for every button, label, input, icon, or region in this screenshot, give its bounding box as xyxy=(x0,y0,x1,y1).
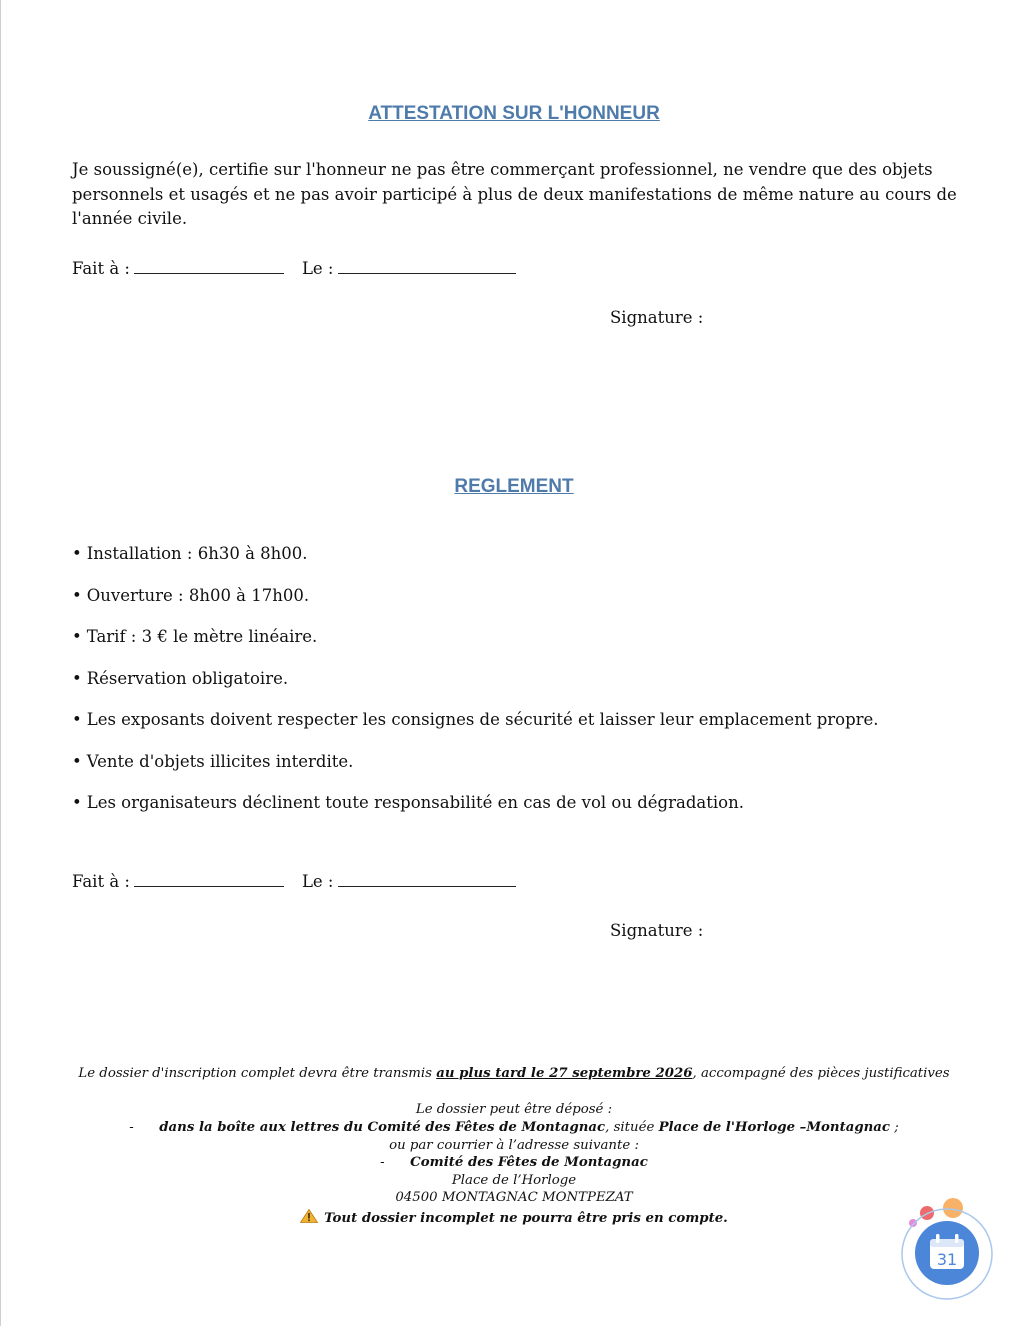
list-item: • Les exposants doivent respecter les consignes de sécurité et laisser leur emplacement propre. xyxy=(72,710,879,729)
bullet-icon: • xyxy=(72,793,82,812)
rules-list xyxy=(72,541,879,832)
fait-a-label: Fait à : xyxy=(72,872,130,891)
warning-line: Tout dossier incomplet ne pourra être pris en compte. xyxy=(0,1209,1020,1226)
place-blank-field[interactable] xyxy=(134,885,284,887)
mail-intro: ou par courrier à l’adresse suivante : xyxy=(389,1138,639,1153)
reglement-place-date-line xyxy=(72,872,516,891)
list-item: • Réservation obligatoire. xyxy=(72,668,289,688)
organisation-name: - Comité des Fêtes de Montagnac xyxy=(380,1155,648,1170)
bullet-icon: • xyxy=(72,627,82,646)
calendar-icon xyxy=(900,1195,1000,1305)
attestation-title: ATTESTATION SUR L'HONNEUR xyxy=(368,103,660,124)
list-item: • Tarif : 3 € le mètre linéaire. xyxy=(72,627,318,646)
calendar-widget[interactable] xyxy=(900,1195,1000,1305)
attestation-text: Je soussigné(e), certifie sur l'honneur ne pas être commerçant professionnel, ne vendre que des objets personnels et usagés et ne pas avoir participé à plus de deux manifestations de même nature au cours de l'année civile. xyxy=(72,160,957,228)
deposit-intro: Le dossier peut être déposé : xyxy=(415,1102,613,1117)
bullet-icon: • xyxy=(72,544,82,563)
address-line-2: 04500 MONTAGNAC MONTPEZAT xyxy=(395,1190,633,1205)
list-item: • Installation : 6h30 à 8h00. xyxy=(72,544,308,563)
deadline-date: au plus tard le 27 septembre 2026 xyxy=(436,1066,693,1081)
bullet-icon: • xyxy=(72,710,82,729)
fait-a-label: Fait à : xyxy=(72,259,130,278)
deposit-option-mailbox: - dans la boîte aux lettres du Comité des Fêtes de Montagnac, située Place de l'Horloge –Montagnac ; xyxy=(129,1120,899,1135)
le-label: Le : xyxy=(301,872,334,891)
date-blank-field[interactable] xyxy=(338,272,516,274)
calendar-day-number: 31 xyxy=(936,1250,958,1269)
dash-marker: - xyxy=(380,1155,385,1170)
le-label: Le : xyxy=(301,259,334,278)
place-blank-field[interactable] xyxy=(134,272,284,274)
list-item: • Vente d'objets illicites interdite. xyxy=(72,751,354,771)
reglement-title: REGLEMENT xyxy=(454,476,574,497)
bullet-icon: • xyxy=(72,751,82,771)
warning-icon xyxy=(300,1209,318,1223)
date-blank-field[interactable] xyxy=(338,885,516,887)
reglement-signature-label: Signature : xyxy=(610,921,704,940)
bullet-icon: • xyxy=(72,668,82,688)
attestation-place-date-line xyxy=(72,259,516,278)
attestation-signature-label: Signature : xyxy=(610,308,704,327)
bullet-icon: • xyxy=(72,585,82,605)
dash-marker: - xyxy=(129,1120,134,1135)
list-item: • Les organisateurs déclinent toute responsabilité en cas de vol ou dégradation. xyxy=(72,793,744,812)
deadline-line: Le dossier d'inscription complet devra être transmis au plus tard le 27 septembre 2026, accompagné des pièces justificatives xyxy=(78,1066,950,1081)
list-item: • Ouverture : 8h00 à 17h00. xyxy=(72,585,310,605)
address-line-1: Place de l’Horloge xyxy=(451,1173,577,1188)
